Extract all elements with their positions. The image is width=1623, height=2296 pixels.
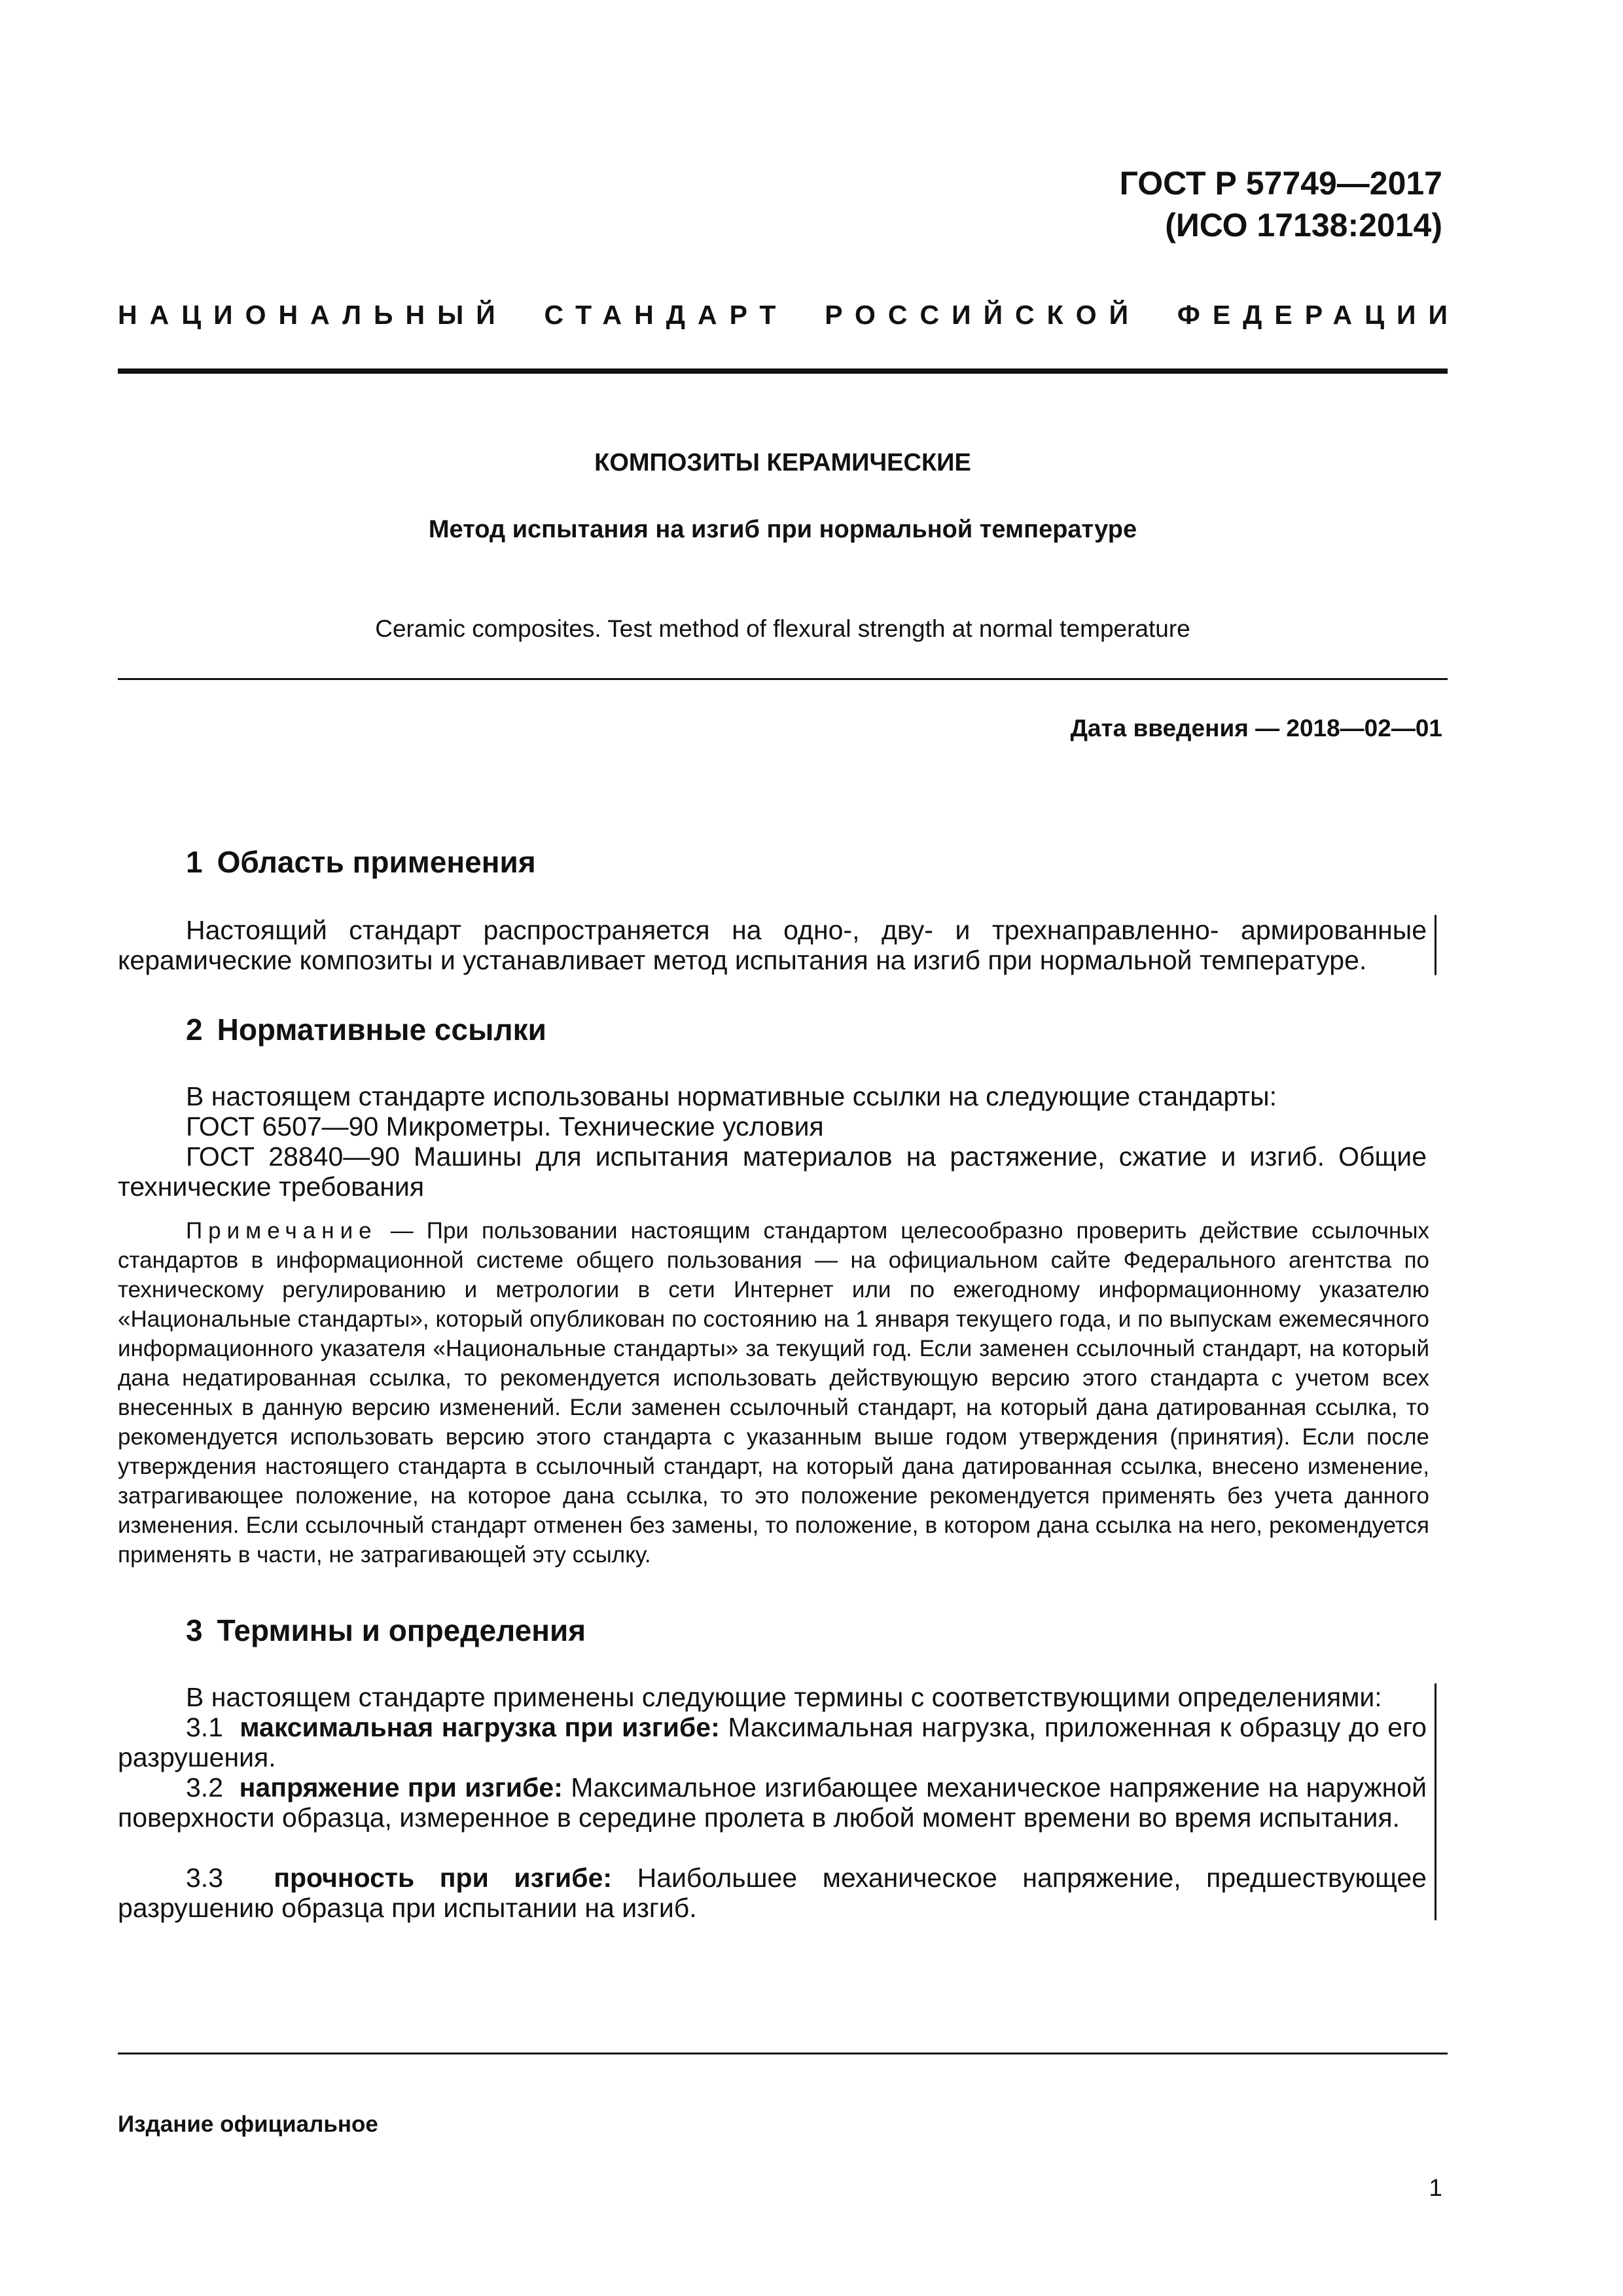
term-number: 3.3 [186,1863,223,1893]
reference-item: ГОСТ 28840—90 Машины для испытания материалов на растяжение, сжатие и изгиб. Общие технические требования [118,1141,1427,1202]
terms-intro: В настоящем стандарте применены следующие термины с соответствующими определениями: [186,1682,1382,1712]
national-word: ФЕДЕРАЦИИ [1177,300,1460,330]
references-intro: В настоящем стандарте использованы нормативные ссылки на следующие стандарты: [186,1081,1277,1111]
header-divider-thick [118,368,1448,374]
section-title: Нормативные ссылки [217,1013,546,1047]
section-heading [186,844,536,880]
term-name: максимальная нагрузка при изгибе: [240,1712,720,1742]
references-note [118,1216,1429,1570]
change-bar [1435,915,1436,975]
term-definition: Наибольшее механическое напряжение, предшествующее разрушению образца при испытании на изгиб. [118,1863,1427,1923]
change-bar [1435,1683,1436,1920]
term-name: прочность при изгибе: [274,1863,613,1893]
official-edition-label: Издание официальное [118,2111,378,2137]
document-title: КОМПОЗИТЫ КЕРАМИЧЕСКИЕ [594,449,971,476]
term-definition: Максимальная нагрузка, приложенная к образцу до его разрушения. [118,1712,1427,1772]
section-title: Термины и определения [217,1613,586,1647]
section-heading [186,1012,546,1047]
gost-code-block [1120,162,1442,246]
term-definition: Максимальное изгибающее механическое напряжение на наружной поверхности образца, измеренное в середине пролета в любой момент времени во время испытания. [118,1772,1427,1833]
section-title: Область применения [217,845,536,879]
term-entry [118,1772,1427,1833]
term-name: напряжение при изгибе: [239,1772,563,1803]
reference-item: ГОСТ 6507—90 Микрометры. Технические условия [186,1111,824,1141]
note-label: Примечание [186,1218,378,1244]
national-word: СТАНДАРТ [544,300,789,330]
section-number: 2 [186,1013,203,1047]
section-number: 1 [186,845,203,879]
document-subtitle: Метод испытания на изгиб при нормальной температуре [428,516,1137,543]
page-number: 1 [1429,2174,1442,2201]
footer-divider [118,2053,1448,2054]
introduction-date: Дата введения — 2018—02—01 [1070,715,1442,742]
note-text: — При пользовании настоящим стандартом целесообразно проверить действие ссылочных стандартов в информационной системе общего пользования — на официальном сайте Федерального агентства по техническому регулированию и метрологии в сети Интернет или по ежегодному информационному указателю «Национальные стандарты», который опубликован по состоянию на 1 января текущего года, и по выпускам ежемесячного информационного указателя «Национальные стандарты» за текущий год. Если заменен ссылочный стандарт, на который дана недатированная ссылка, то рекомендуется использовать действующую версию этого стандарта с учетом всех внесенных в данную версию изменений. Если заменен ссылочный стандарт, на который дана датированная ссылка, то рекомендуется использовать версию этого стандарта с указанным выше годом утверждения (принятия). Если после утверждения настоящего стандарта в ссылочный стандарт, на который дана датированная ссылка, внесено изменение, затрагивающее положение, на которое дана ссылка, то это положение рекомендуется применять без учета данного изменения. Если ссылочный стандарт отменен без замены, то положение, в котором дана ссылка на него, рекомендуется применять в части, не затрагивающей эту ссылку. [118,1218,1429,1568]
iso-number: (ИСО 17138:2014) [1165,207,1442,243]
gost-number: ГОСТ Р 57749—2017 [1119,165,1442,202]
term-entry [118,1863,1427,1923]
scope-paragraph: Настоящий стандарт распространяется на одно-, дву- и трехнаправленно- армированные керамические композиты и устанавливает метод испытания на изгиб при нормальной температуре. [118,915,1427,975]
title-divider [118,678,1448,680]
national-word: НАЦИОНАЛЬНЫЙ [118,300,508,330]
term-entry [118,1712,1427,1772]
section-heading [186,1613,586,1648]
term-number: 3.1 [186,1712,223,1742]
section-number: 3 [186,1613,203,1647]
national-standard-heading [118,300,1460,331]
document-english-title: Ceramic composites. Test method of flexural strength at normal temperature [375,615,1190,642]
national-word: РОССИЙСКОЙ [825,300,1141,330]
term-number: 3.2 [186,1772,223,1803]
